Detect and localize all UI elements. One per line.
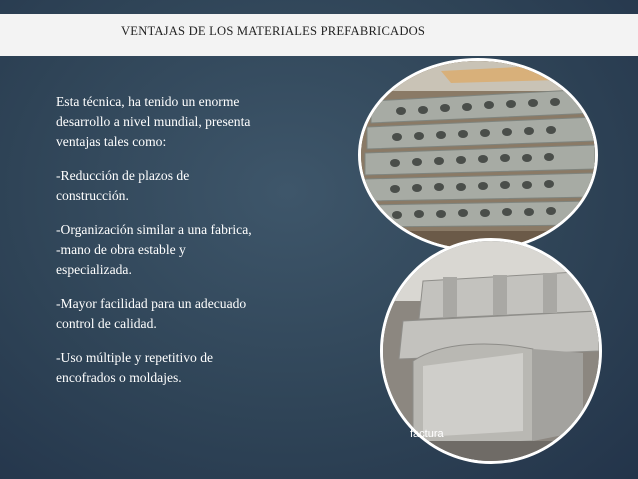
intro-paragraph: Esta técnica, ha tenido un enorme desarrollo a nivel mundial, presenta ventajas tales como:: [56, 94, 251, 149]
body-text: [56, 92, 331, 402]
hollow-core-slabs-photo: [358, 58, 598, 252]
bullet-encofrados: -Uso múltiple y repetitivo de encofrados o moldajes.: [56, 350, 214, 385]
title-bar: [0, 14, 638, 56]
photo-caption: factura: [410, 428, 444, 440]
bullet-reduccion-plazos: -Reducción de plazos de construcción.: [56, 168, 190, 203]
bullet-control-calidad: -Mayor facilidad para un adecuado control de calidad.: [56, 296, 247, 331]
bullet-organizacion: -Organización similar a una fabrica, -mano de obra estable y especializada.: [56, 222, 252, 277]
slide-title: VENTAJAS DE LOS MATERIALES PREFABRICADOS: [121, 24, 426, 38]
